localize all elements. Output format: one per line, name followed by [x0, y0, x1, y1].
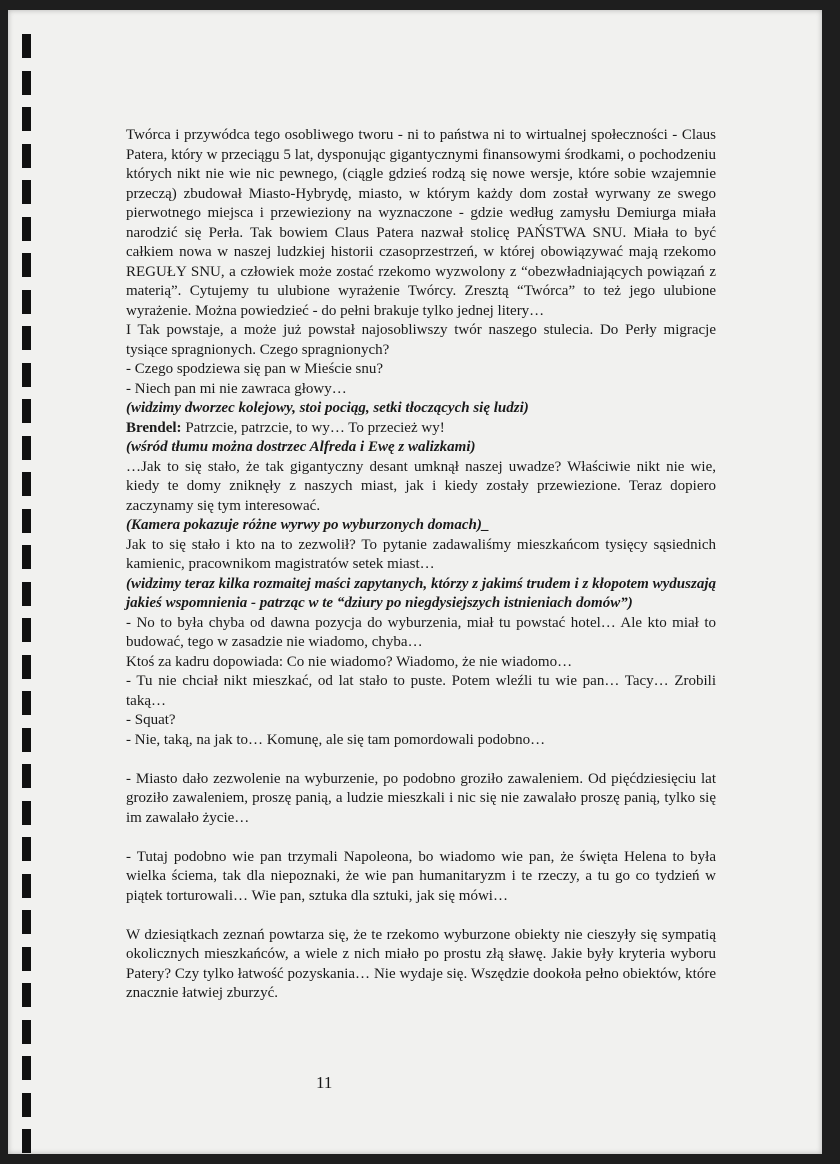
stage-direction: (widzimy teraz kilka rozmaitej maści zapytanych, którzy z jakimś trudem i z kłopotem wyduszają jakieś wspomnienia - patrząc w te “dziury po niegdysiejszych istnieniach domów”) — [126, 575, 716, 611]
binding-hole — [22, 801, 31, 825]
paragraph-text: Patrzcie, patrzcie, to wy… To przecież wy! — [181, 419, 445, 436]
binding-hole — [22, 1093, 31, 1117]
binding-hole — [22, 472, 31, 496]
stage-direction: (widzimy dworzec kolejowy, stoi pociąg, setki tłoczących się ludzi) — [126, 400, 529, 416]
paragraph: - No to była chyba od dawna pozycja do wyburzenia, miał tu powstać hotel… Ale kto miał to budować, tego w zasadzie nie wiadomo, chyba… — [126, 614, 716, 650]
binding-hole — [22, 728, 31, 752]
binding-hole — [22, 1056, 31, 1080]
binding-hole — [22, 34, 31, 58]
blank-line — [126, 750, 716, 770]
binding-hole — [22, 326, 31, 350]
paragraph: - Miasto dało zezwolenie na wyburzenie, po podobno groziło zawaleniem. Od pięćdziesięciu lat groziło zawaleniem, proszę panią, a ludzie mieszkali i nic się nie zawalało proszę panią, tylko się im zawalało życie… — [126, 770, 716, 826]
document-page — [8, 10, 822, 1154]
binding-hole — [22, 363, 31, 387]
paragraph — [126, 419, 716, 439]
binding-hole — [22, 545, 31, 569]
binding-hole — [22, 618, 31, 642]
paragraph: - Tu nie chciał nikt mieszkać, od lat stało to puste. Potem wleźli tu wie pan… Tacy… Zrobili taką… — [126, 673, 716, 709]
binding-hole — [22, 290, 31, 314]
paragraph: Ktoś za kadru dopowiada: Co nie wiadomo? Wiadomo, że nie wiadomo… — [126, 653, 573, 670]
paragraph: - Tutaj podobno wie pan trzymali Napoleona, bo wiadomo wie pan, że święta Helena to była wielka ściema, tak dla niepoznaki, że wie pan humanitaryzm i te rzeczy, a tu go co tydzień w piątek torturowali… Wie pan, sztuka dla sztuki, jak się mówi… — [126, 848, 716, 904]
page-text — [126, 126, 716, 1004]
binding-hole — [22, 144, 31, 168]
binding-hole — [22, 691, 31, 715]
binding-hole — [22, 655, 31, 679]
paragraph: W dziesiątkach zeznań powtarza się, że te rzekomo wyburzone obiekty nie cieszyły się sympatią okolicznych mieszkańców, a wiele z nich miało po prostu złą sławę. Jakie były kryteria wyboru Patery? Czy tylko łatwość pozyskania… Nie wydaje się. Wszędzie dookoła pełno obiektów, które znacznie łatwiej zburzyć. — [126, 926, 716, 1001]
paragraph: Jak to się stało i kto na to zezwolił? To pytanie zadawaliśmy mieszkańcom tysięcy sąsiednich kamienic, pracownikom magistratów setek miast… — [126, 536, 716, 572]
binding-hole — [22, 107, 31, 131]
binding-hole — [22, 1020, 31, 1044]
paragraph: Twórca i przywódca tego osobliwego tworu - ni to państwa ni to wirtualnej społeczności - Claus Patera, który w przeciągu 5 lat, dysponując gigantycznymi finansowymi środkami, o pochodzeniu których nikt nie wie nic pewnego, (ciągle gdzieś rodzą się nowe wersje, które sobie wzajemnie przeczą) zbudował Miasto-Hybrydę, miasto, w którym każdy dom został wyrwany ze swego pierwotnego miejsca i przewieziony na wyznaczone - gdzie według zamysłu Demiurga miała narodzić się Perła. Tak bowiem Claus Patera nazwał stolicę PAŃSTWA SNU. Miała to być całkiem nowa w naszej ludzkiej historii czasoprzestrzeń, w której obowiązywać mają rzekomo REGUŁY SNU, a człowiek może zostać rzekomo wyzwolony z “obezwładniających powiązań z materią”. Cytujemy tu ulubione wyrażenie Twórcy. Zresztą “Twórca” to też jego ulubione wyrażenie. Można powiedzieć - do pełni brakuje tylko jednej litery… — [126, 127, 716, 319]
stage-direction: (Kamera pokazuje różne wyrwy po wyburzonych domach)_ — [126, 517, 490, 533]
binding-hole — [22, 217, 31, 241]
speaker-name: Brendel: — [126, 419, 182, 436]
binding-hole — [22, 947, 31, 971]
page-number: 11 — [316, 1073, 333, 1092]
binding-hole — [22, 436, 31, 460]
paragraph: …Jak to się stało, że tak gigantyczny desant umknął naszej uwadze? Właściwie nikt nie wie, kiedy te domy zniknęły z naszych miast, jak i kiedy zostały przewiezione. Teraz dopiero zaczynamy się tym interesować. — [126, 458, 716, 514]
binding-hole — [22, 764, 31, 788]
binding-hole — [22, 983, 31, 1007]
paragraph: - Squat? — [126, 712, 176, 728]
binding-hole — [22, 180, 31, 204]
blank-line — [126, 828, 716, 848]
binding-hole — [22, 1129, 31, 1153]
binding-hole — [22, 874, 31, 898]
binding-hole — [22, 71, 31, 95]
paragraph: - Niech pan mi nie zawraca głowy… — [126, 380, 347, 397]
binding-hole — [22, 582, 31, 606]
binding-hole — [22, 399, 31, 423]
paragraph: I Tak powstaje, a może już powstał najosobliwszy twór naszego stulecia. Do Perły migracje tysiące spragnionych. Czego spragnionych? — [126, 322, 716, 358]
binding-hole — [22, 509, 31, 533]
binding-hole — [22, 253, 31, 277]
paragraph: - Nie, taką, na jak to… Komunę, ale się tam pomordowali podobno… — [126, 731, 546, 748]
binding-hole — [22, 837, 31, 861]
binding-hole — [22, 910, 31, 934]
blank-line — [126, 906, 716, 926]
paragraph: - Czego spodziewa się pan w Mieście snu? — [126, 361, 384, 377]
stage-direction: (wśród tłumu można dostrzec Alfreda i Ewę z walizkami) — [126, 439, 476, 455]
spiral-binding — [22, 10, 36, 1154]
